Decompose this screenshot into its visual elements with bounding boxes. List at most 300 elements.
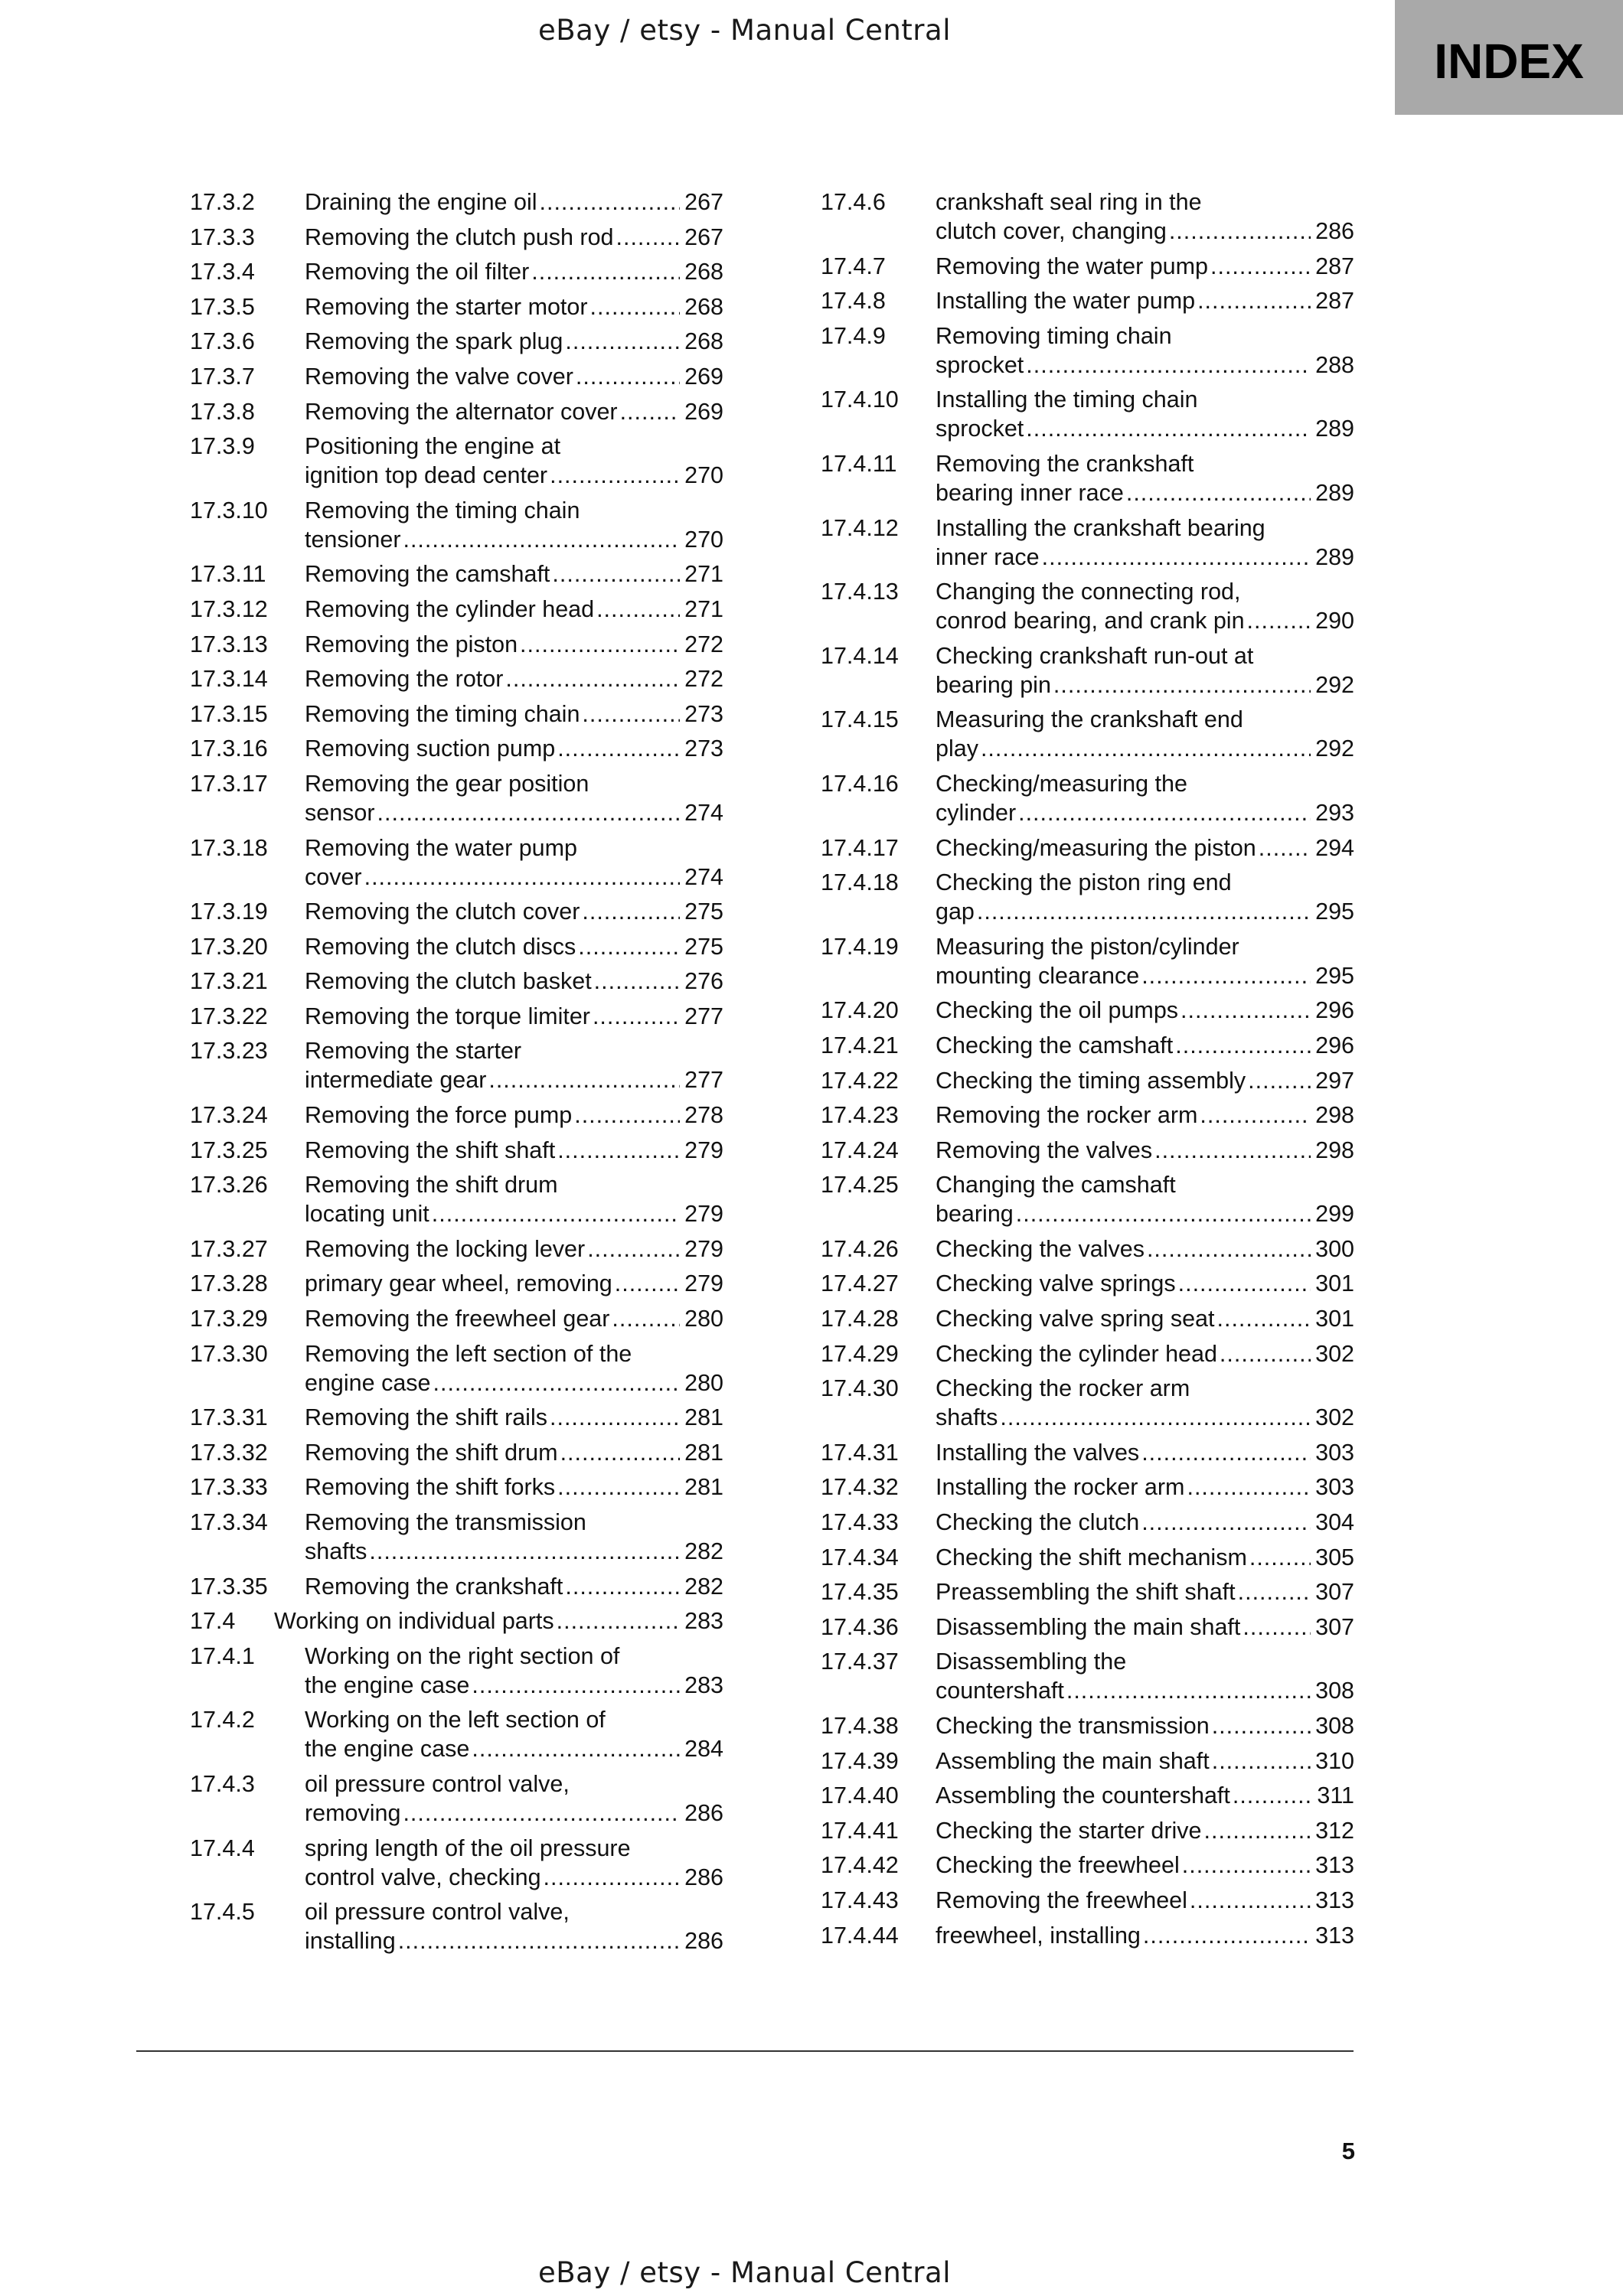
entry-content bbox=[305, 967, 723, 996]
toc-entry bbox=[821, 1101, 1354, 1130]
entry-content bbox=[305, 932, 723, 961]
entry-content bbox=[305, 397, 723, 426]
toc-entry bbox=[821, 1234, 1354, 1264]
leader-line bbox=[936, 1066, 1354, 1095]
entry-title: Disassembling the bbox=[936, 1649, 1127, 1675]
leader-line bbox=[305, 664, 723, 693]
section-number: 17.4.37 bbox=[821, 1649, 899, 1675]
leader-line bbox=[305, 1863, 723, 1892]
page-ref: 268 bbox=[684, 259, 723, 285]
section-number: 17.4.29 bbox=[821, 1340, 899, 1367]
dot-leader bbox=[520, 630, 680, 659]
dot-leader bbox=[1200, 1101, 1311, 1130]
entry-title-continued: bearing bbox=[936, 1201, 1014, 1228]
entry-content bbox=[305, 1136, 723, 1165]
entry-title: Removing the clutch cover bbox=[305, 899, 580, 925]
leader-line bbox=[305, 257, 723, 286]
dot-leader bbox=[557, 734, 680, 763]
section-number: 17.4.41 bbox=[821, 1817, 899, 1844]
page-ref: 282 bbox=[684, 1538, 723, 1564]
entry-title: Checking the oil pumps bbox=[936, 997, 1179, 1024]
page-ref: 281 bbox=[684, 1404, 723, 1431]
entry-title: Measuring the piston/cylinder bbox=[936, 933, 1239, 960]
dot-leader bbox=[1169, 217, 1311, 246]
leader-line bbox=[936, 1781, 1354, 1810]
header-watermark: eBay / etsy - Manual Central bbox=[538, 14, 951, 47]
section-number: 17.4.7 bbox=[821, 253, 886, 279]
toc-entry bbox=[821, 1304, 1354, 1333]
entry-title: Removing the locking lever bbox=[305, 1235, 586, 1262]
section-number: 17.3.23 bbox=[190, 1038, 268, 1065]
dot-leader bbox=[590, 292, 681, 321]
toc-entry bbox=[190, 1473, 723, 1502]
section-number: 17.4.14 bbox=[821, 642, 899, 669]
leader-line bbox=[936, 252, 1354, 281]
leader-line bbox=[936, 351, 1354, 380]
entry-title: Checking the freewheel bbox=[936, 1852, 1180, 1879]
entry-title: Checking the rocker arm bbox=[936, 1375, 1190, 1402]
leader-line bbox=[305, 1368, 723, 1397]
toc-entry bbox=[821, 188, 1354, 246]
section-number: 17.3.33 bbox=[190, 1474, 268, 1501]
entry-content bbox=[936, 868, 1354, 926]
dot-leader bbox=[615, 1269, 680, 1298]
page-ref: 303 bbox=[1315, 1474, 1354, 1501]
leader-line bbox=[305, 525, 723, 554]
page-ref: 275 bbox=[684, 899, 723, 925]
entry-title: Checking the cylinder head bbox=[936, 1340, 1217, 1367]
page-number: 5 bbox=[1341, 2138, 1355, 2164]
section-number: 17.3.31 bbox=[190, 1404, 268, 1431]
page-ref: 273 bbox=[684, 700, 723, 727]
page-ref: 279 bbox=[684, 1270, 723, 1297]
entry-title: oil pressure control valve, bbox=[305, 1770, 570, 1797]
entry-title: Removing the rocker arm bbox=[936, 1102, 1198, 1129]
entry-content bbox=[936, 1473, 1354, 1502]
entry-title-continued: installing bbox=[305, 1928, 396, 1955]
toc-entry bbox=[190, 1304, 723, 1333]
entry-title: Installing the rocker arm bbox=[936, 1474, 1185, 1501]
entry-title: Removing the spark plug bbox=[305, 328, 563, 355]
page-ref: 267 bbox=[684, 189, 723, 215]
entry-content bbox=[936, 1613, 1354, 1642]
page-ref: 292 bbox=[1315, 735, 1354, 762]
section-number: 17.4.16 bbox=[821, 770, 899, 797]
page-ref: 279 bbox=[684, 1235, 723, 1262]
page-ref: 313 bbox=[1315, 1887, 1354, 1913]
page-ref: 278 bbox=[684, 1102, 723, 1129]
dot-leader bbox=[560, 1438, 681, 1467]
leader-line bbox=[305, 1269, 723, 1298]
toc-entry bbox=[190, 1572, 723, 1601]
entry-title: Checking the shift mechanism bbox=[936, 1544, 1247, 1570]
toc-entry bbox=[190, 1036, 723, 1094]
leader-line bbox=[305, 1438, 723, 1467]
toc-entry bbox=[821, 1886, 1354, 1915]
page-ref: 305 bbox=[1315, 1544, 1354, 1570]
section-number: 17.3.22 bbox=[190, 1003, 268, 1029]
entry-content bbox=[936, 1921, 1354, 1950]
toc-entry bbox=[821, 1577, 1354, 1606]
page-ref: 273 bbox=[684, 735, 723, 762]
page-ref: 298 bbox=[1315, 1137, 1354, 1163]
entry-title-continued: intermediate gear bbox=[305, 1067, 487, 1094]
section-number: 17.4.39 bbox=[821, 1747, 899, 1774]
section-number: 17.4.32 bbox=[821, 1474, 899, 1501]
dot-leader bbox=[1141, 1438, 1311, 1467]
leader-line bbox=[936, 996, 1354, 1025]
section-number: 17.3.21 bbox=[190, 968, 268, 995]
leader-line bbox=[305, 1671, 723, 1700]
leader-line bbox=[936, 1403, 1354, 1432]
dot-leader bbox=[1190, 1886, 1311, 1915]
toc-entry bbox=[821, 1374, 1354, 1432]
entry-title: freewheel, installing bbox=[936, 1922, 1141, 1949]
entry-content bbox=[936, 321, 1354, 380]
section-number: 17.3.12 bbox=[190, 595, 268, 622]
page-ref: 294 bbox=[1315, 834, 1354, 861]
page-ref: 295 bbox=[1315, 899, 1354, 925]
entry-title-continued: sprocket bbox=[936, 416, 1024, 442]
entry-title: Removing the camshaft bbox=[305, 561, 550, 588]
toc-entry bbox=[190, 1234, 723, 1264]
entry-title: Checking valve spring seat bbox=[936, 1306, 1215, 1332]
page-ref: 277 bbox=[684, 1003, 723, 1029]
dot-leader bbox=[616, 223, 681, 252]
entry-title: Removing the cylinder head bbox=[305, 595, 595, 622]
leader-line bbox=[936, 1816, 1354, 1845]
dot-leader bbox=[364, 863, 681, 892]
toc-entry bbox=[190, 292, 723, 321]
toc-entry bbox=[190, 1438, 723, 1467]
leader-line bbox=[305, 1304, 723, 1333]
dot-leader bbox=[1238, 1577, 1311, 1606]
entry-content bbox=[305, 496, 723, 554]
section-number: 17.4.31 bbox=[821, 1439, 899, 1466]
entry-title: Changing the camshaft bbox=[936, 1172, 1176, 1199]
leader-line bbox=[305, 595, 723, 624]
dot-leader bbox=[552, 559, 680, 589]
page-ref: 286 bbox=[684, 1799, 723, 1826]
entry-title-continued: ignition top dead center bbox=[305, 462, 548, 489]
dot-leader bbox=[472, 1734, 680, 1763]
section-number: 17.3.30 bbox=[190, 1340, 268, 1367]
entry-title-continued: the engine case bbox=[305, 1671, 470, 1698]
page-ref: 313 bbox=[1315, 1922, 1354, 1949]
leader-line bbox=[305, 897, 723, 926]
entry-title: Removing the gear position bbox=[305, 770, 589, 797]
entry-title: Removing the timing chain bbox=[305, 497, 580, 523]
leader-line bbox=[936, 833, 1354, 863]
leader-line bbox=[936, 414, 1354, 443]
page-ref: 267 bbox=[684, 223, 723, 250]
entry-content bbox=[305, 223, 723, 252]
entry-title: Removing the rotor bbox=[305, 666, 504, 693]
dot-leader bbox=[1248, 1066, 1311, 1095]
section-number: 17.4.38 bbox=[821, 1713, 899, 1739]
page-ref: 298 bbox=[1315, 1102, 1354, 1129]
section-number: 17.3.2 bbox=[190, 189, 255, 215]
dot-leader bbox=[1217, 1304, 1311, 1333]
toc-entry bbox=[190, 1339, 723, 1397]
leader-line bbox=[936, 734, 1354, 763]
section-number: 17.3.18 bbox=[190, 834, 268, 861]
dot-leader bbox=[574, 1101, 680, 1130]
toc-entry bbox=[821, 1339, 1354, 1368]
section-number: 17.4.15 bbox=[821, 706, 899, 733]
entry-title: Removing the alternator cover bbox=[305, 398, 618, 425]
section-number: 17.3.35 bbox=[190, 1573, 268, 1600]
entry-title: Checking the timing assembly bbox=[936, 1067, 1246, 1094]
page-ref: 308 bbox=[1315, 1678, 1354, 1704]
leader-line bbox=[305, 559, 723, 589]
dot-leader bbox=[1181, 996, 1311, 1025]
dot-leader bbox=[1175, 1031, 1311, 1060]
section-number: 17.4.5 bbox=[190, 1899, 255, 1926]
section-number: 17.3.26 bbox=[190, 1172, 268, 1199]
section-number: 17.3.29 bbox=[190, 1306, 268, 1332]
entry-title: Checking crankshaft run-out at bbox=[936, 642, 1254, 669]
entry-content bbox=[305, 1339, 723, 1397]
leader-line bbox=[305, 1136, 723, 1165]
section-number: 17.4.12 bbox=[821, 514, 899, 541]
toc-entry bbox=[190, 1170, 723, 1228]
toc-entry bbox=[821, 1170, 1354, 1228]
entry-title: Installing the timing chain bbox=[936, 386, 1198, 413]
leader-line bbox=[936, 1851, 1354, 1880]
toc-entry bbox=[821, 1711, 1354, 1740]
toc-entry bbox=[821, 1543, 1354, 1572]
dot-leader bbox=[576, 362, 680, 391]
dot-leader bbox=[432, 1199, 680, 1228]
entry-content bbox=[936, 449, 1354, 507]
leader-line bbox=[936, 478, 1354, 507]
leader-line bbox=[936, 1921, 1354, 1950]
entry-content bbox=[936, 286, 1354, 315]
entry-content bbox=[305, 257, 723, 286]
entry-content bbox=[305, 559, 723, 589]
entry-title: Removing the water pump bbox=[936, 253, 1209, 279]
leader-line bbox=[305, 863, 723, 892]
leader-line bbox=[936, 961, 1354, 990]
leader-line bbox=[936, 897, 1354, 926]
toc-entry bbox=[190, 327, 723, 356]
entry-title: Disassembling the main shaft bbox=[936, 1613, 1241, 1640]
toc-entry bbox=[190, 1769, 723, 1828]
entry-content bbox=[305, 1438, 723, 1467]
entry-title: Removing the crankshaft bbox=[936, 450, 1194, 477]
entry-title: Measuring the crankshaft end bbox=[936, 706, 1243, 733]
entry-content bbox=[936, 1711, 1354, 1740]
toc-entry bbox=[190, 833, 723, 892]
entry-content bbox=[305, 1834, 723, 1892]
leader-line bbox=[305, 1234, 723, 1264]
dot-leader bbox=[582, 897, 680, 926]
section-number: 17.4.6 bbox=[821, 189, 886, 215]
toc-entry bbox=[821, 1031, 1354, 1060]
entry-title: Checking the camshaft bbox=[936, 1032, 1174, 1058]
dot-leader bbox=[403, 525, 680, 554]
entry-content bbox=[305, 1403, 723, 1432]
page-ref: 279 bbox=[684, 1137, 723, 1163]
section-number: 17.4.2 bbox=[190, 1707, 255, 1733]
toc-entry bbox=[821, 769, 1354, 827]
toc-entry bbox=[190, 397, 723, 426]
entry-content bbox=[936, 1136, 1354, 1165]
page-ref: 302 bbox=[1315, 1340, 1354, 1367]
dot-leader bbox=[1247, 606, 1311, 635]
page-ref: 311 bbox=[1317, 1782, 1354, 1809]
entry-content bbox=[305, 1473, 723, 1502]
entry-content bbox=[305, 1036, 723, 1094]
toc-entry bbox=[821, 1613, 1354, 1642]
leader-line bbox=[936, 798, 1354, 827]
dot-leader bbox=[1141, 1508, 1311, 1537]
toc-entry bbox=[821, 1746, 1354, 1776]
section-number: 17.4.11 bbox=[821, 450, 897, 477]
leader-line bbox=[305, 1799, 723, 1828]
entry-title: Removing the force pump bbox=[305, 1102, 573, 1129]
page-ref: 283 bbox=[684, 1608, 723, 1635]
toc-entry bbox=[821, 1438, 1354, 1467]
dot-leader bbox=[612, 1304, 680, 1333]
toc-entry bbox=[821, 385, 1354, 443]
leader-line bbox=[305, 223, 723, 252]
leader-line bbox=[936, 1473, 1354, 1502]
toc-entry bbox=[190, 1002, 723, 1031]
section-number: 17.4.10 bbox=[821, 386, 899, 413]
toc-entry bbox=[821, 1647, 1354, 1705]
toc-entry bbox=[821, 1921, 1354, 1950]
section-number: 17.4.19 bbox=[821, 933, 899, 960]
leader-line bbox=[305, 397, 723, 426]
entry-title: Checking the clutch bbox=[936, 1509, 1140, 1536]
entry-title: Checking/measuring the piston bbox=[936, 834, 1256, 861]
toc-entry bbox=[190, 559, 723, 589]
dot-leader bbox=[540, 188, 681, 217]
index-tab: INDEX bbox=[1395, 0, 1623, 115]
entry-title-continued: engine case bbox=[305, 1369, 431, 1396]
section-number: 17.3.20 bbox=[190, 933, 268, 960]
page-ref: 280 bbox=[684, 1306, 723, 1332]
section-number: 17.4.23 bbox=[821, 1102, 899, 1129]
entry-title-continued: the engine case bbox=[305, 1736, 470, 1763]
dot-leader bbox=[565, 1572, 680, 1601]
leader-line bbox=[936, 1746, 1354, 1776]
section-number: 17.3.15 bbox=[190, 700, 268, 727]
page-ref: 270 bbox=[684, 526, 723, 553]
leader-line bbox=[305, 932, 723, 961]
entry-content bbox=[936, 1170, 1354, 1228]
section-number: 17.3.27 bbox=[190, 1235, 268, 1262]
page-ref: 286 bbox=[684, 1864, 723, 1890]
page-ref: 292 bbox=[1315, 671, 1354, 698]
entry-content bbox=[936, 514, 1354, 572]
leader-line bbox=[305, 1537, 723, 1566]
toc-entry bbox=[190, 1897, 723, 1955]
toc-entry bbox=[821, 1781, 1354, 1810]
leader-line bbox=[936, 1508, 1354, 1537]
section-number: 17.3.13 bbox=[190, 631, 268, 657]
dot-leader bbox=[596, 595, 680, 624]
toc-entry bbox=[190, 496, 723, 554]
entry-content bbox=[305, 1234, 723, 1264]
dot-leader bbox=[1182, 1851, 1311, 1880]
section-number: 17.3.24 bbox=[190, 1102, 268, 1129]
entry-content bbox=[936, 1851, 1354, 1880]
page-ref: 290 bbox=[1315, 608, 1354, 634]
toc-entry bbox=[821, 449, 1354, 507]
entry-content bbox=[936, 1374, 1354, 1432]
leader-line bbox=[936, 1543, 1354, 1572]
leader-line bbox=[305, 1473, 723, 1502]
section-number: 17.3.34 bbox=[190, 1509, 268, 1535]
page-ref: 286 bbox=[684, 1928, 723, 1955]
page-ref: 296 bbox=[1315, 1032, 1354, 1058]
leader-line bbox=[305, 461, 723, 490]
toc-entry bbox=[821, 932, 1354, 990]
dot-leader bbox=[582, 700, 680, 729]
dot-leader bbox=[1212, 1746, 1311, 1776]
section-number: 17.3.17 bbox=[190, 770, 268, 797]
dot-leader bbox=[550, 461, 680, 490]
toc-entry bbox=[190, 897, 723, 926]
dot-leader bbox=[1026, 414, 1311, 443]
entry-content bbox=[936, 769, 1354, 827]
entry-title: Positioning the engine at bbox=[305, 433, 561, 460]
entry-title: Removing the clutch push rod bbox=[305, 223, 614, 250]
section-number: 17.3.16 bbox=[190, 735, 268, 762]
entry-title: Checking the piston ring end bbox=[936, 869, 1232, 896]
entry-content bbox=[936, 833, 1354, 863]
dot-leader bbox=[1197, 286, 1311, 315]
dot-leader bbox=[1126, 478, 1311, 507]
leader-line bbox=[274, 1606, 723, 1636]
entry-content bbox=[936, 1508, 1354, 1537]
leader-line bbox=[936, 1339, 1354, 1368]
entry-content bbox=[936, 1577, 1354, 1606]
leader-line bbox=[936, 543, 1354, 572]
entry-content bbox=[305, 1508, 723, 1566]
entry-title: Working on individual parts bbox=[274, 1608, 554, 1635]
section-number: 17.4.40 bbox=[821, 1782, 899, 1809]
leader-line bbox=[936, 1577, 1354, 1606]
entry-title: Removing the shift drum bbox=[305, 1439, 558, 1466]
leader-line bbox=[936, 1031, 1354, 1060]
dot-leader bbox=[433, 1368, 681, 1397]
entry-title-continued: gap bbox=[936, 899, 975, 925]
toc-entry bbox=[821, 1136, 1354, 1165]
page-ref: 295 bbox=[1315, 962, 1354, 989]
dot-leader bbox=[1016, 1199, 1311, 1228]
section-number: 17.4.9 bbox=[821, 322, 886, 349]
dot-leader bbox=[505, 664, 680, 693]
entry-content bbox=[936, 1543, 1354, 1572]
entry-title: Removing the starter motor bbox=[305, 293, 588, 320]
entry-content bbox=[305, 362, 723, 391]
section-number: 17.3.5 bbox=[190, 293, 255, 320]
toc-entry bbox=[821, 286, 1354, 315]
entry-title: Working on the left section of bbox=[305, 1707, 606, 1733]
dot-leader bbox=[578, 932, 680, 961]
toc-entry bbox=[190, 1508, 723, 1566]
entry-content bbox=[305, 664, 723, 693]
entry-content bbox=[936, 932, 1354, 990]
entry-content bbox=[936, 1647, 1354, 1705]
entry-content bbox=[305, 1269, 723, 1298]
section-number: 17.4.13 bbox=[821, 579, 899, 605]
page-ref: 293 bbox=[1315, 799, 1354, 826]
